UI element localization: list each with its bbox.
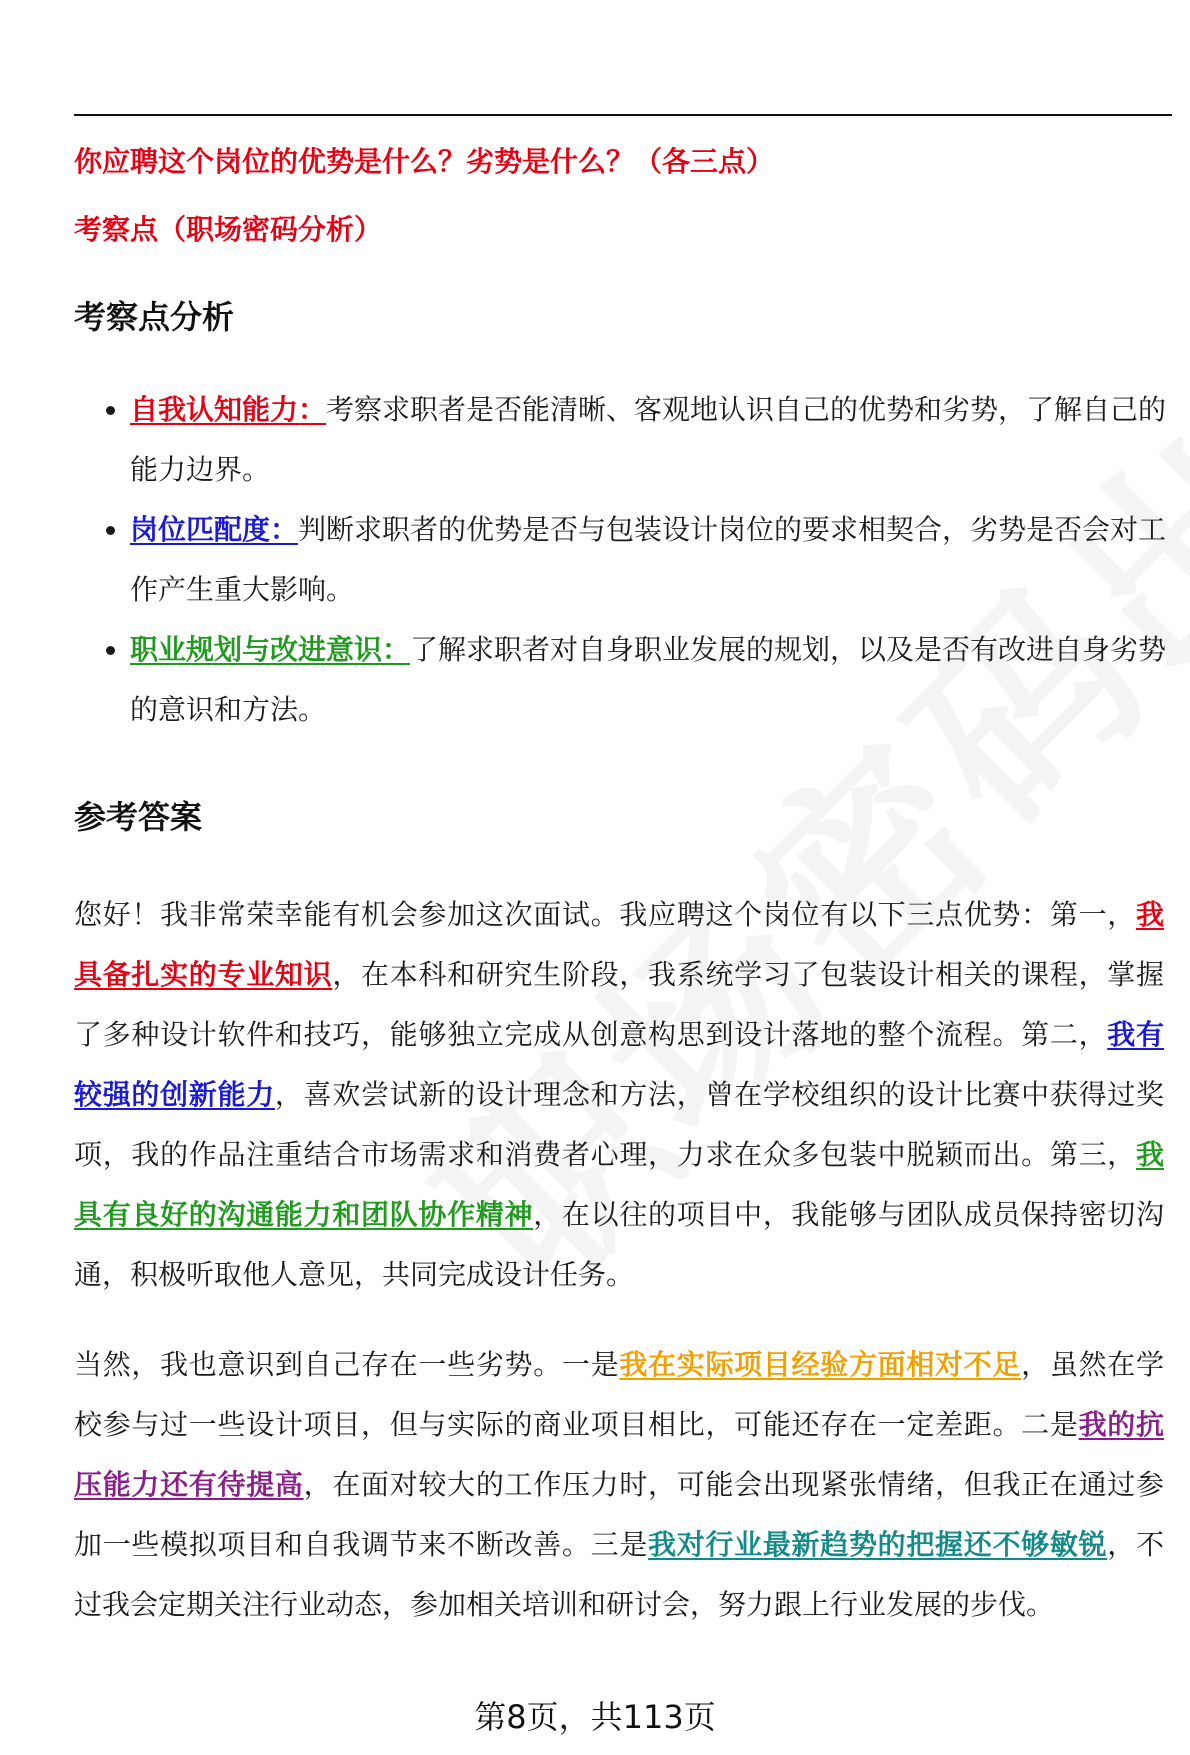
weakness-highlight: 我的抗压能力还有待提高 [74, 1408, 1164, 1501]
analysis-point-text: 考察求职者是否能清晰、客观地认识自己的优势和劣势，了解自己的能力边界。 [130, 393, 1167, 486]
analysis-point-term: 自我认知能力： [130, 393, 327, 426]
strength-highlight: 我有较强的创新能力 [74, 1018, 1164, 1111]
answer-paragraph-strengths [74, 885, 1164, 1305]
answer-text: ，在本科和研究生阶段，我系统学习了包装设计相关的课程，掌握了多种设计软件和技巧，能够独立完成从创意构思到设计落地的整个流程。第二， [74, 958, 1164, 1051]
question-title: 你应聘这个岗位的优势是什么？劣势是什么？（各三点） [74, 145, 775, 178]
analysis-heading: 考察点分析 [74, 298, 235, 336]
answer-paragraph-weaknesses [74, 1335, 1164, 1635]
strength-highlight: 我具有良好的沟通能力和团队协作精神 [74, 1138, 1164, 1231]
weakness-highlight: 我对行业最新趋势的把握还不够敏锐 [648, 1528, 1108, 1561]
analysis-point-text: 判断求职者的优势是否与包装设计岗位的要求相契合，劣势是否会对工作产生重大影响。 [130, 513, 1167, 606]
answer-text: ，不过我会定期关注行业动态，参加相关培训和研讨会，努力跟上行业发展的步伐。 [74, 1528, 1164, 1621]
answer-text: 当然，我也意识到自己存在一些劣势。一是 [74, 1348, 620, 1381]
analysis-point [130, 500, 1190, 620]
analysis-list [100, 380, 1190, 740]
header-divider [74, 114, 1172, 116]
weakness-highlight: 我在实际项目经验方面相对不足 [619, 1348, 1022, 1381]
analysis-point [130, 620, 1190, 740]
page-number: 第8页，共113页 [474, 1698, 716, 1736]
analysis-point-term: 职业规划与改进意识： [130, 633, 411, 666]
answer-text: ，虽然在学校参与过一些设计项目，但与实际的商业项目相比，可能还存在一定差距。二是 [74, 1348, 1164, 1441]
strength-highlight: 我具备扎实的专业知识 [74, 898, 1164, 991]
answer-text: ，在面对较大的工作压力时，可能会出现紧张情绪，但我正在通过参加一些模拟项目和自我调节来不断改善。三是 [74, 1468, 1164, 1561]
analysis-point [130, 380, 1190, 500]
analysis-point-term: 岗位匹配度： [130, 513, 299, 546]
answer-text: ，喜欢尝试新的设计理念和方法，曾在学校组织的设计比赛中获得过奖项，我的作品注重结合市场需求和消费者心理，力求在众多包装中脱颖而出。第三， [74, 1078, 1164, 1171]
answer-text: 您好！我非常荣幸能有机会参加这次面试。我应聘这个岗位有以下三点优势：第一， [74, 898, 1136, 931]
answer-text: ，在以往的项目中，我能够与团队成员保持密切沟通，积极听取他人意见，共同完成设计任务。 [74, 1198, 1164, 1291]
question-subtitle: 考察点（职场密码分析） [74, 213, 383, 246]
analysis-point-text: 了解求职者对自身职业发展的规划，以及是否有改进自身劣势的意识和方法。 [130, 633, 1167, 726]
answer-heading: 参考答案 [74, 798, 203, 836]
